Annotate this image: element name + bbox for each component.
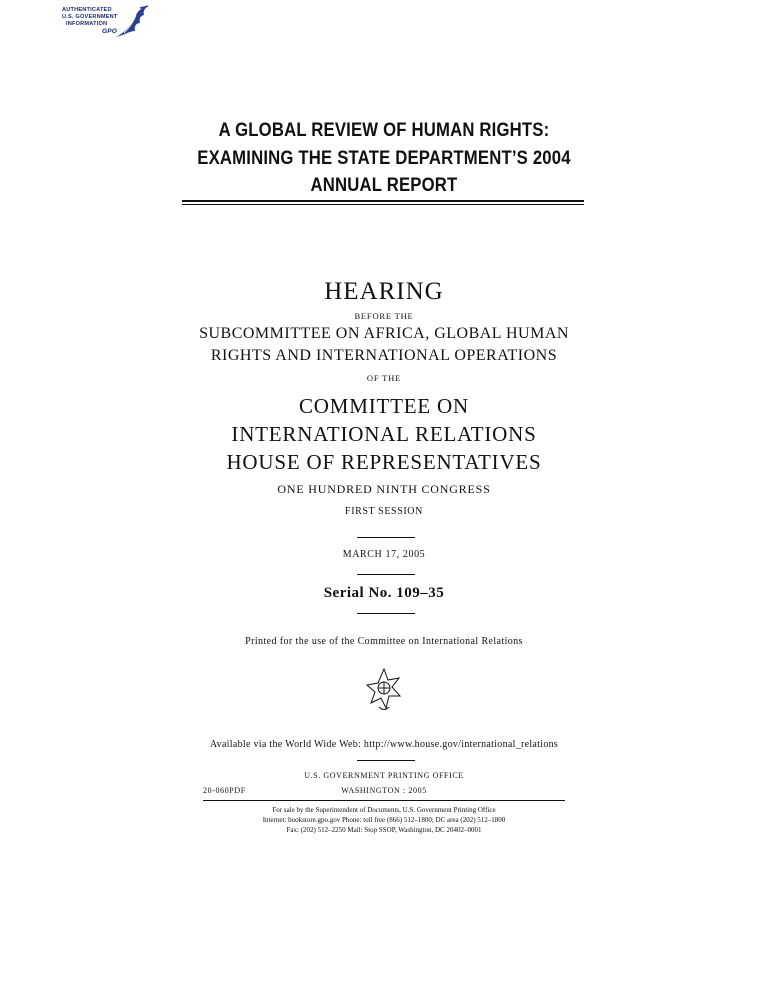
hearing-heading: HEARING <box>324 278 444 305</box>
title-line-1: A GLOBAL REVIEW OF HUMAN RIGHTS: <box>218 120 550 141</box>
printing-office-label: U.S. GOVERNMENT PRINTING OFFICE <box>304 771 464 780</box>
seal-line-2: U.S. GOVERNMENT <box>62 14 118 20</box>
eagle-seal-icon <box>110 3 152 45</box>
of-the-label: OF THE <box>366 373 402 383</box>
subcommittee-line-1: SUBCOMMITTEE ON AFRICA, GLOBAL HUMAN <box>199 325 569 342</box>
title-line-2: EXAMINING THE STATE DEPARTMENT’S 2004 <box>197 148 571 169</box>
gpo-authentication-seal <box>62 3 152 45</box>
divider-rule-3 <box>357 613 415 614</box>
congress-label: ONE HUNDRED NINTH CONGRESS <box>277 482 491 496</box>
seal-line-1: AUTHENTICATED <box>62 7 112 13</box>
divider-rule-4 <box>357 760 415 761</box>
seal-line-3: INFORMATION <box>66 21 108 27</box>
printing-location: WASHINGTON : 2005 <box>341 786 427 795</box>
title-rule-thick <box>182 200 584 202</box>
document-id: 20-060PDF <box>203 786 246 795</box>
before-the-label: BEFORE THE <box>354 311 414 321</box>
footer-rule <box>203 800 565 801</box>
hearing-date: MARCH 17, 2005 <box>342 549 426 560</box>
divider-rule-1 <box>357 537 415 538</box>
star-seal-icon <box>364 666 404 714</box>
session-label: FIRST SESSION <box>345 506 423 517</box>
availability-note: Available via the World Wide Web: http://www.house.gov/international_relations <box>209 739 559 750</box>
sale-info-line-3: Fax: (202) 512–2250 Mail: Stop SSOP, Washington, DC 20402–0001 <box>286 826 482 834</box>
title-rule-thin <box>182 204 584 205</box>
subcommittee-line-2: RIGHTS AND INTERNATIONAL OPERATIONS <box>210 347 558 364</box>
title-line-3: ANNUAL REPORT <box>310 175 458 196</box>
committee-line-1: COMMITTEE ON <box>298 394 469 418</box>
sale-info-line-1: For sale by the Superintendent of Documents, U.S. Government Printing Office <box>272 806 496 814</box>
printed-for-note: Printed for the use of the Committee on International Relations <box>245 636 523 647</box>
seal-line-4: GPO <box>102 28 118 35</box>
serial-number: Serial No. 109–35 <box>323 585 445 601</box>
divider-rule-2 <box>357 574 415 575</box>
sale-info-line-2: Internet: bookstore.gpo.gov Phone: toll free (866) 512–1800; DC area (202) 512–1800 <box>262 816 506 824</box>
committee-line-2: INTERNATIONAL RELATIONS <box>231 422 537 446</box>
committee-line-3: HOUSE OF REPRESENTATIVES <box>226 450 542 474</box>
